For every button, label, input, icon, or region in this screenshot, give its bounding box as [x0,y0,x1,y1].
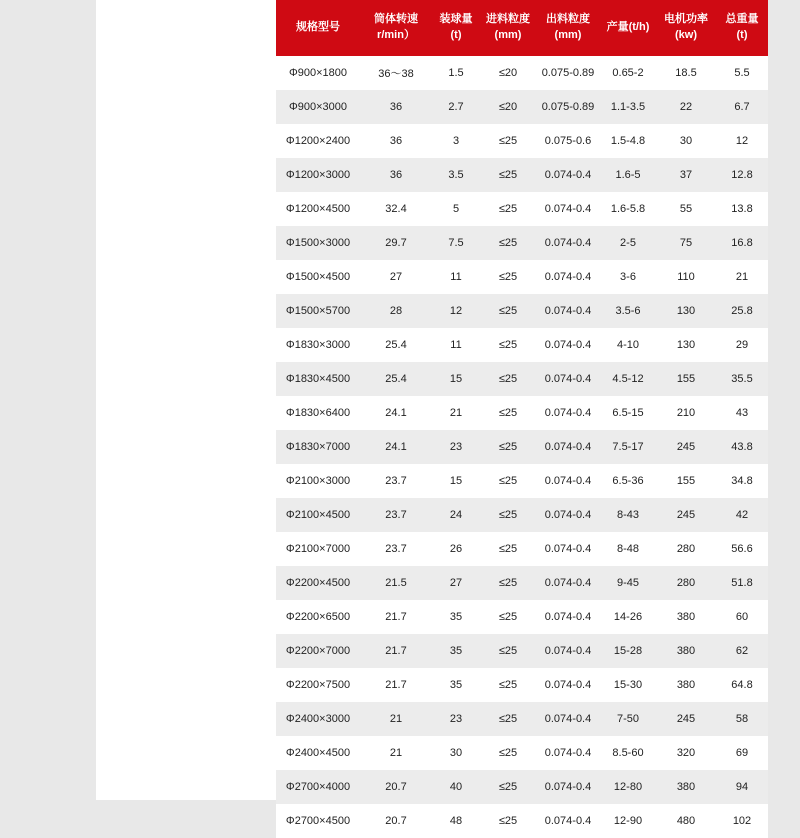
cell-model: Φ2200×7000 [276,634,360,668]
cell-value: 40 [432,770,480,804]
table-row [276,260,768,294]
cell-value: 130 [656,328,716,362]
cell-value: 7-50 [600,702,656,736]
cell-value: 21.5 [360,566,432,600]
cell-value: ≤20 [480,56,536,90]
column-header-unit: (mm) [554,29,582,41]
table-row [276,668,768,702]
cell-model: Φ2200×7500 [276,668,360,702]
cell-value: 3.5-6 [600,294,656,328]
cell-value: 43.8 [716,430,768,464]
cell-value: 21.7 [360,668,432,702]
cell-value: 22 [656,90,716,124]
table-row [276,532,768,566]
column-header-label: 进料粒度 [486,13,530,26]
column-header-6 [656,0,716,56]
cell-value: 23.7 [360,464,432,498]
cell-value: 36 [360,158,432,192]
cell-value: 16.8 [716,226,768,260]
cell-value: 245 [656,498,716,532]
cell-model: Φ2400×3000 [276,702,360,736]
cell-value: 0.074-0.4 [536,294,600,328]
cell-value: 210 [656,396,716,430]
table-row [276,294,768,328]
table-row [276,226,768,260]
cell-value: 8-48 [600,532,656,566]
cell-value: 60 [716,600,768,634]
cell-value: ≤25 [480,124,536,158]
cell-value: 56.6 [716,532,768,566]
column-header-5 [600,0,656,56]
cell-value: 36 [360,124,432,158]
cell-value: 0.074-0.4 [536,600,600,634]
cell-value: 12.8 [716,158,768,192]
cell-value: ≤20 [480,90,536,124]
cell-value: 21 [432,396,480,430]
cell-model: Φ1200×4500 [276,192,360,226]
cell-value: 21 [360,736,432,770]
cell-value: 62 [716,634,768,668]
column-header-unit: (kw) [675,29,697,41]
cell-value: 28 [360,294,432,328]
cell-value: 20.7 [360,770,432,804]
table-row [276,566,768,600]
column-header-label: 电机功率 [664,13,708,26]
cell-value: ≤25 [480,294,536,328]
cell-model: Φ900×1800 [276,56,360,90]
cell-value: 6.7 [716,90,768,124]
cell-model: Φ2700×4500 [276,804,360,838]
cell-value: 27 [432,566,480,600]
cell-model: Φ1500×5700 [276,294,360,328]
cell-value: 29 [716,328,768,362]
cell-value: 102 [716,804,768,838]
cell-value: 25.4 [360,328,432,362]
cell-value: 35 [432,668,480,702]
cell-value: 0.074-0.4 [536,328,600,362]
cell-model: Φ2100×7000 [276,532,360,566]
table-row [276,736,768,770]
cell-value: 69 [716,736,768,770]
cell-value: 0.075-0.89 [536,90,600,124]
column-header-unit: (t) [736,29,748,41]
cell-value: 6.5-15 [600,396,656,430]
table-row [276,430,768,464]
column-header-label: 筒体转速 [374,13,418,26]
column-header-2 [432,0,480,56]
cell-value: 0.074-0.4 [536,668,600,702]
cell-value: 21.7 [360,600,432,634]
table-row [276,702,768,736]
cell-value: 0.074-0.4 [536,396,600,430]
cell-model: Φ1500×3000 [276,226,360,260]
cell-value: 15 [432,464,480,498]
cell-value: 0.074-0.4 [536,260,600,294]
cell-value: 6.5-36 [600,464,656,498]
cell-value: 23 [432,430,480,464]
table-body [276,56,768,838]
spec-table [276,0,768,838]
cell-value: 18.5 [656,56,716,90]
table-row [276,396,768,430]
cell-value: 12-90 [600,804,656,838]
cell-value: ≤25 [480,736,536,770]
cell-value: 0.074-0.4 [536,566,600,600]
cell-model: Φ1830×6400 [276,396,360,430]
cell-value: ≤25 [480,226,536,260]
cell-value: 0.074-0.4 [536,464,600,498]
cell-value: ≤25 [480,600,536,634]
table-row [276,158,768,192]
cell-value: 24.1 [360,430,432,464]
cell-value: 110 [656,260,716,294]
cell-value: ≤25 [480,430,536,464]
cell-model: Φ2400×4500 [276,736,360,770]
cell-value: ≤25 [480,362,536,396]
column-header-0 [276,0,360,56]
cell-value: 280 [656,566,716,600]
cell-value: 11 [432,260,480,294]
column-header-1 [360,0,432,56]
cell-value: 0.074-0.4 [536,770,600,804]
cell-value: 1.1-3.5 [600,90,656,124]
cell-value: 380 [656,634,716,668]
cell-value: ≤25 [480,770,536,804]
column-header-label: 总重量 [725,13,759,26]
cell-value: 34.8 [716,464,768,498]
column-header-3 [480,0,536,56]
cell-value: 1.6-5 [600,158,656,192]
cell-value: 32.4 [360,192,432,226]
cell-value: ≤25 [480,702,536,736]
column-header-4 [536,0,600,56]
table-row [276,328,768,362]
cell-value: 94 [716,770,768,804]
cell-value: ≤25 [480,158,536,192]
cell-value: 35.5 [716,362,768,396]
cell-value: 0.074-0.4 [536,702,600,736]
cell-value: 75 [656,226,716,260]
cell-value: 0.074-0.4 [536,736,600,770]
cell-value: 23.7 [360,532,432,566]
cell-value: 7.5 [432,226,480,260]
cell-value: 0.074-0.4 [536,498,600,532]
cell-value: 2.7 [432,90,480,124]
cell-value: 380 [656,668,716,702]
column-header-label: 出料粒度 [546,13,590,26]
table-row [276,600,768,634]
cell-model: Φ2200×6500 [276,600,360,634]
cell-value: 0.074-0.4 [536,226,600,260]
cell-value: 280 [656,532,716,566]
cell-model: Φ1200×3000 [276,158,360,192]
cell-value: 24 [432,498,480,532]
cell-value: 35 [432,600,480,634]
cell-value: 3 [432,124,480,158]
cell-value: ≤25 [480,192,536,226]
cell-value: 12 [432,294,480,328]
cell-model: Φ1830×3000 [276,328,360,362]
cell-model: Φ1200×2400 [276,124,360,158]
cell-value: 130 [656,294,716,328]
cell-model: Φ2700×4000 [276,770,360,804]
cell-value: ≤25 [480,668,536,702]
column-header-unit: r/min） [377,29,415,41]
cell-value: 21 [716,260,768,294]
table-row [276,770,768,804]
cell-value: 36～38 [360,56,432,90]
cell-model: Φ1500×4500 [276,260,360,294]
cell-value: 0.65-2 [600,56,656,90]
cell-value: 380 [656,600,716,634]
cell-value: 12-80 [600,770,656,804]
cell-value: 51.8 [716,566,768,600]
cell-value: 0.074-0.4 [536,158,600,192]
cell-value: 155 [656,464,716,498]
cell-value: 21 [360,702,432,736]
cell-value: 0.075-0.6 [536,124,600,158]
cell-value: 43 [716,396,768,430]
table-header-row [276,0,768,56]
cell-value: 21.7 [360,634,432,668]
cell-model: Φ1830×4500 [276,362,360,396]
column-header-label: 装球量 [439,13,473,26]
cell-value: 14-26 [600,600,656,634]
cell-value: ≤25 [480,260,536,294]
cell-model: Φ900×3000 [276,90,360,124]
cell-value: 25.8 [716,294,768,328]
table-header [276,0,768,56]
cell-value: 8-43 [600,498,656,532]
cell-value: 4.5-12 [600,362,656,396]
table-row [276,464,768,498]
cell-value: 58 [716,702,768,736]
cell-value: 29.7 [360,226,432,260]
cell-value: ≤25 [480,396,536,430]
cell-value: 1.5-4.8 [600,124,656,158]
cell-value: 245 [656,430,716,464]
cell-value: 64.8 [716,668,768,702]
cell-model: Φ2100×3000 [276,464,360,498]
cell-value: 0.074-0.4 [536,430,600,464]
cell-value: 9-45 [600,566,656,600]
table-row [276,362,768,396]
cell-value: 25.4 [360,362,432,396]
cell-value: 36 [360,90,432,124]
table-row [276,804,768,838]
cell-value: 1.6-5.8 [600,192,656,226]
cell-value: 320 [656,736,716,770]
cell-value: 30 [656,124,716,158]
cell-value: 7.5-17 [600,430,656,464]
cell-value: 4-10 [600,328,656,362]
cell-value: 15 [432,362,480,396]
cell-value: 0.074-0.4 [536,362,600,396]
cell-value: 480 [656,804,716,838]
cell-value: 0.075-0.89 [536,56,600,90]
cell-value: 48 [432,804,480,838]
cell-value: ≤25 [480,464,536,498]
cell-value: 2-5 [600,226,656,260]
cell-value: 11 [432,328,480,362]
column-header-label: 产量(t/h) [606,21,650,34]
cell-value: 8.5-60 [600,736,656,770]
cell-value: 5.5 [716,56,768,90]
cell-value: ≤25 [480,498,536,532]
cell-value: 3-6 [600,260,656,294]
column-header-7 [716,0,768,56]
cell-value: ≤25 [480,328,536,362]
cell-value: 3.5 [432,158,480,192]
cell-value: 55 [656,192,716,226]
cell-value: 0.074-0.4 [536,192,600,226]
cell-value: 23.7 [360,498,432,532]
cell-value: 245 [656,702,716,736]
cell-value: 380 [656,770,716,804]
cell-value: ≤25 [480,532,536,566]
cell-value: 30 [432,736,480,770]
table-row [276,634,768,668]
cell-value: 35 [432,634,480,668]
cell-value: 15-28 [600,634,656,668]
cell-value: 12 [716,124,768,158]
cell-model: Φ2200×4500 [276,566,360,600]
table-row [276,498,768,532]
column-header-unit: (t) [450,29,462,41]
cell-value: 5 [432,192,480,226]
table-row [276,56,768,90]
cell-value: 20.7 [360,804,432,838]
cell-value: 42 [716,498,768,532]
table-row [276,90,768,124]
cell-value: 0.074-0.4 [536,804,600,838]
cell-value: 13.8 [716,192,768,226]
cell-value: 26 [432,532,480,566]
cell-value: 0.074-0.4 [536,532,600,566]
cell-value: 23 [432,702,480,736]
cell-value: 37 [656,158,716,192]
cell-value: 24.1 [360,396,432,430]
document-page [96,0,759,827]
cell-value: 15-30 [600,668,656,702]
column-header-unit: (mm) [494,29,522,41]
cell-model: Φ1830×7000 [276,430,360,464]
cell-value: ≤25 [480,804,536,838]
cell-value: ≤25 [480,566,536,600]
cell-value: 0.074-0.4 [536,634,600,668]
cell-value: 1.5 [432,56,480,90]
cell-value: 155 [656,362,716,396]
column-header-label: 规格型号 [296,21,340,34]
cell-value: 27 [360,260,432,294]
cell-model: Φ2100×4500 [276,498,360,532]
cell-value: ≤25 [480,634,536,668]
table-row [276,192,768,226]
table-row [276,124,768,158]
